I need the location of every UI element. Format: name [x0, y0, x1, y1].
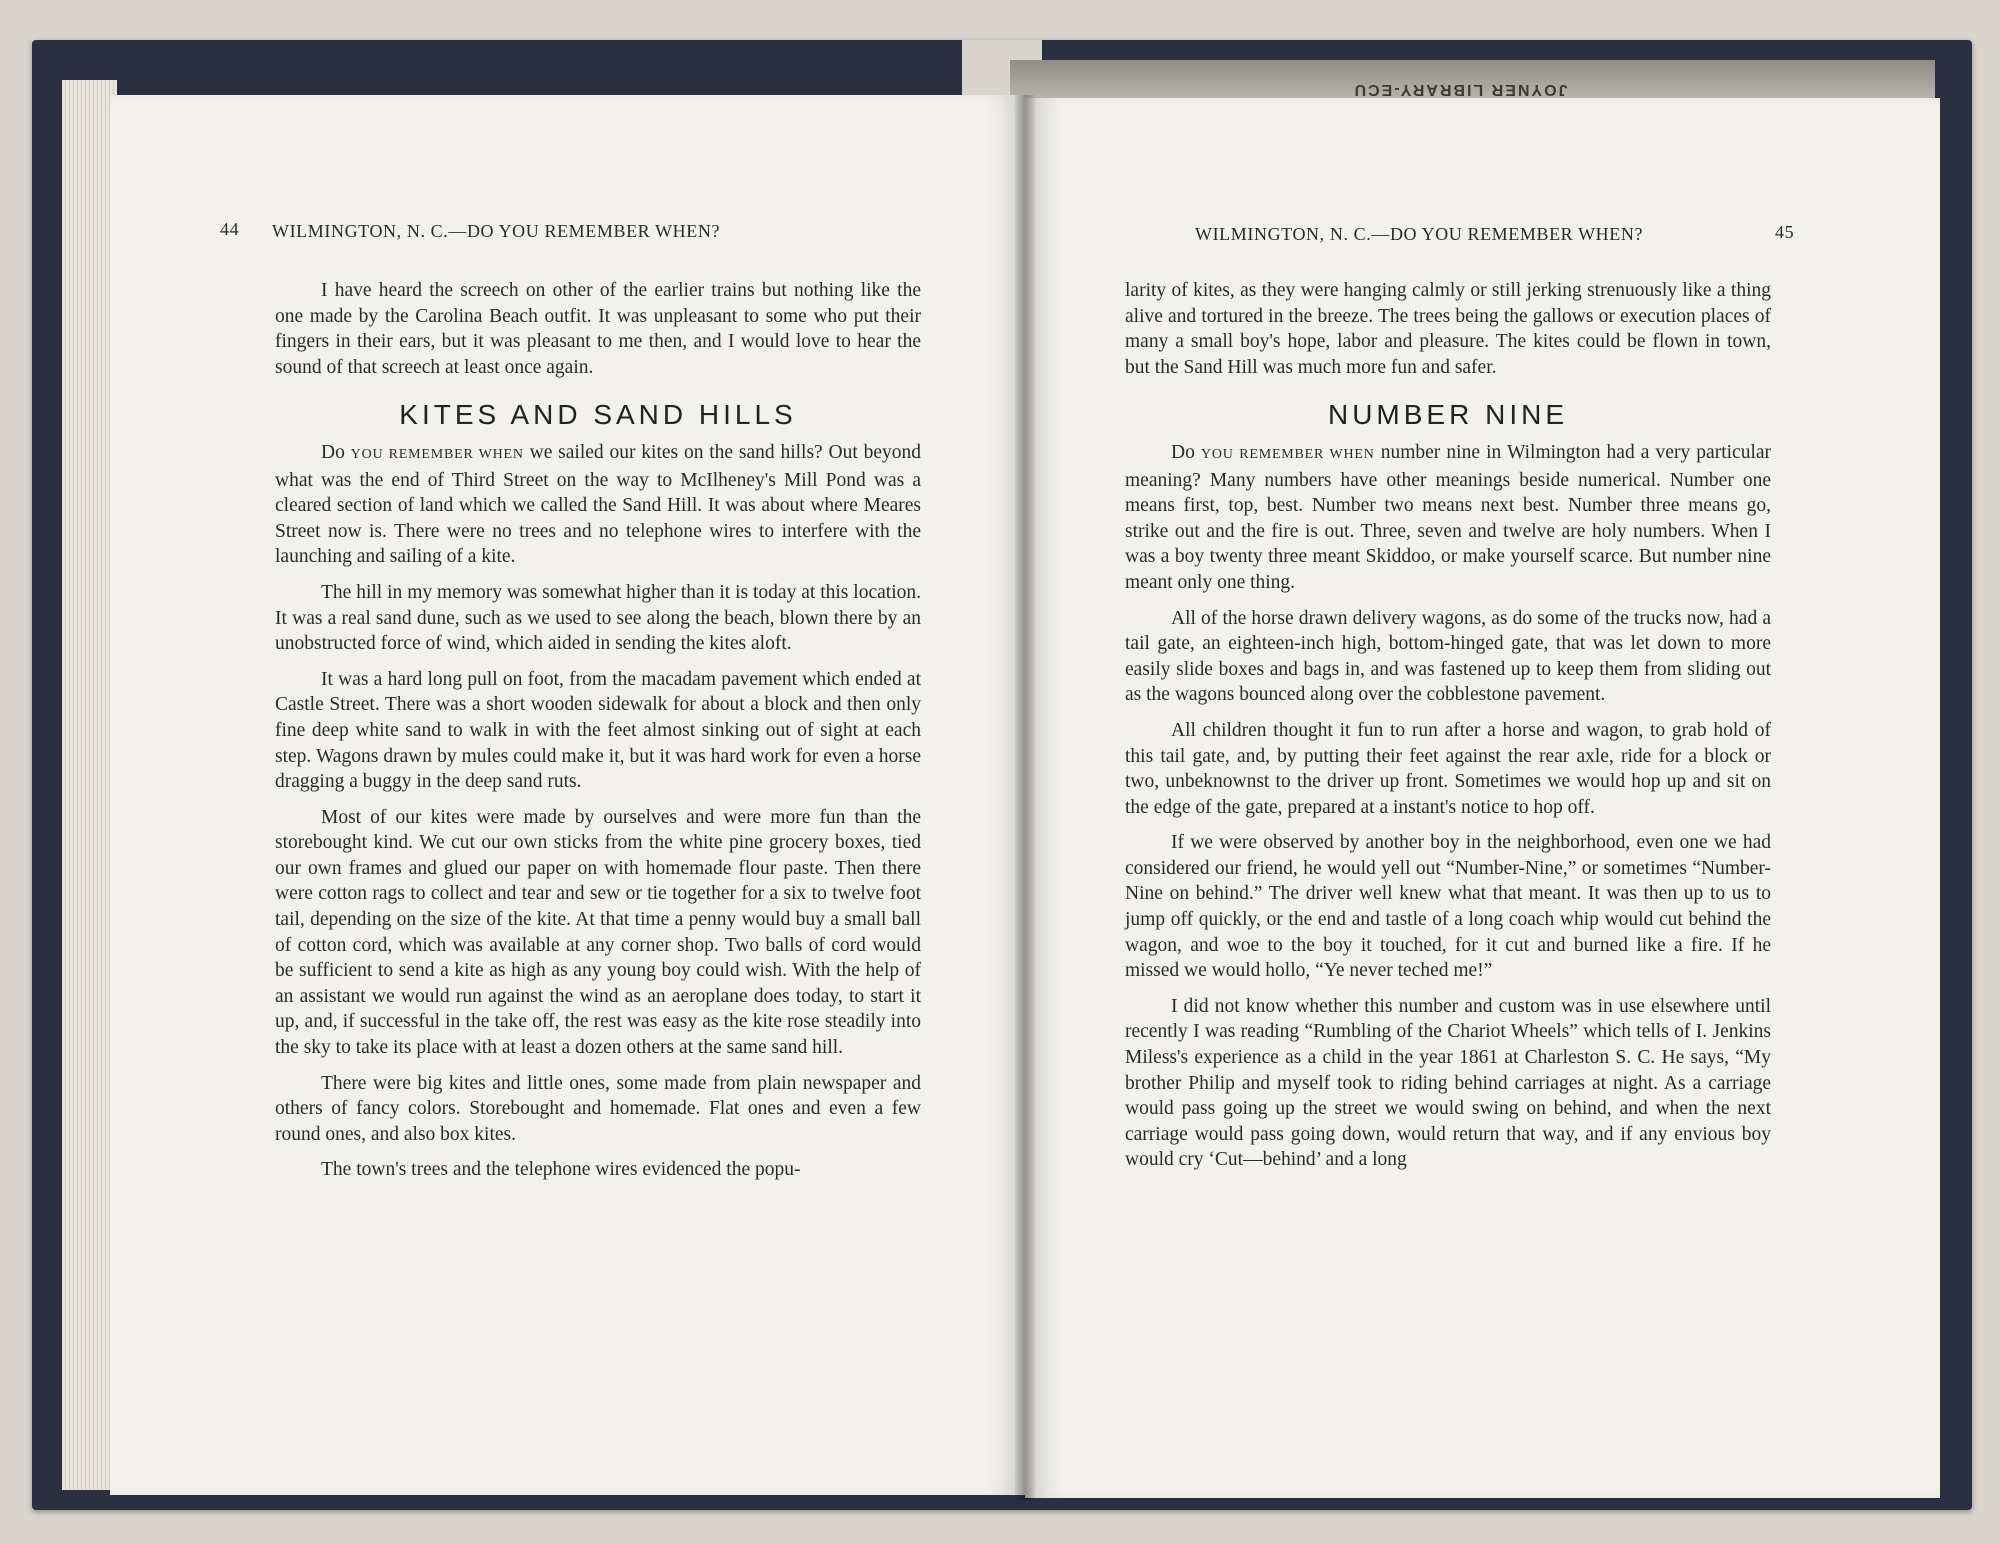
small-caps-phrase: YOU REMEMBER WHEN: [350, 446, 524, 462]
lead-word: Do: [1171, 441, 1195, 463]
paragraph: larity of kites, as they were hanging calmly or still jerking strenuously like a thing alive and tortured in the breeze. The trees being the gallows or execution places of many a small boy's hope, labor and pleasure. The kites could be flown in town, but the Sand Hill was much more fun and safer.: [1125, 280, 1771, 378]
paragraph: I did not know whether this number and custom was in use elsewhere until recently I was reading “Rumbling of the Chariot Wheels” which tells of I. Jenkins Miless's experience as a child in the year 1861 at Charleston S. C. He says, “My brother Philip and myself took to riding behind carriages at night. As a carriage would pass going up the street we would swing on behind, and when the next carriage would pass going down, would return that way, and if any envious boy would cry ‘Cut—behind’ and a long: [1125, 995, 1771, 1171]
paragraph: [275, 440, 921, 570]
left-page-text: [275, 278, 921, 1193]
small-caps-phrase: YOU REMEMBER WHEN: [1200, 446, 1375, 462]
running-head-text: WILMINGTON, N. C.—DO YOU REMEMBER WHEN?: [1195, 224, 1644, 244]
paragraph: The hill in my memory was somewhat higher than it is today at this location. It was a real sand dune, such as we used to see along the beach, blown there by an unobstructed force of wind, which aided in sending the kites aloft.: [275, 581, 921, 655]
left-page: [110, 95, 1025, 1495]
paragraph: It was a hard long pull on foot, from the macadam pavement which ended at Castle Street. There was a short wooden sidewalk for about a block and then only fine deep white sand to walk in with the feet almost sinking out of sight at each step. Wagons drawn by mules could make it, but it was hard work for even a horse dragging a buggy in the deep sand ruts.: [275, 668, 921, 793]
right-page: [1025, 98, 1940, 1498]
lead-word: Do: [321, 441, 345, 463]
right-page-text: [1125, 278, 1771, 1183]
paragraph: [1125, 440, 1771, 596]
paragraph: All children thought it fun to run after a horse and wagon, to grab hold of this tail gate, and, by putting their feet against the rear axle, ride for a block or two, unbeknownst to the driver up front. Sometimes we would hop up and sit on the edge of the gate, prepared at a instant's notice to hop off.: [1125, 719, 1771, 818]
running-head-text: WILMINGTON, N. C.—DO YOU REMEMBER WHEN?: [272, 221, 721, 241]
library-stamp: JOYNER LIBRARY-ECU: [1352, 81, 1568, 98]
paragraph: If we were observed by another boy in the neighborhood, even one we had considered our friend, he would yell out “Number-Nine,” or sometimes “Number-Nine on behind.” The driver well knew what that meant. It was then up to us to jump off quickly, or the end and tastle of a long coach whip would cut behind the wagon, and woe to the boy it touched, for it cut and burned like a fire. If he missed we would hollo, “Ye never teched me!”: [1125, 832, 1771, 982]
page-number-left: 44: [220, 219, 240, 239]
running-head-right: [1195, 224, 1795, 245]
paragraph: All of the horse drawn delivery wagons, as do some of the trucks now, had a tail gate, an eighteen-inch high, bottom-hinged gate, that was let down to more easily slide boxes and bags in, and was fastened up to keep them from sliding out as the wagons bounced along over the cobblestone pavement.: [1125, 607, 1771, 706]
paragraph-rest: number nine in Wilmington had a very particular meaning? Many numbers have other meanings beside numerical. Number one means first, top, best. Number two means next best. Number three means go, strike out and the fire is out. Three, seven and twelve are holy numbers. When I was a boy twenty three meant Skiddoo, or make yourself scarce. But number nine meant only one thing.: [1125, 441, 1772, 593]
paragraph: The town's trees and the telephone wires evidenced the popu-: [321, 1159, 801, 1181]
section-title-kites: KITES AND SAND HILLS: [399, 399, 797, 431]
paragraph: There were big kites and little ones, some made from plain newspaper and others of fancy colors. Storebought and homemade. Flat ones and even a few round ones, and also box kites.: [275, 1072, 921, 1145]
paragraph: Most of our kites were made by ourselves and were more fun than the storebought kind. We cut our own sticks from the white pine grocery boxes, tied our own frames and glued our paper on with homemade flour paste. Then there were cotton rags to collect and tear and sew or tie together for a six to twelve foot tail, depending on the size of the kite. At that time a penny would buy a small ball of cotton cord, which was available at any corner shop. Two balls of cord would be sufficient to send a kite as high as any young boy could wish. With the help of an assistant we would run against the wind as an aeroplane does today, to start it up, and, if successful in the take off, the rest was easy as the kite rose steadily into the sky to take its place with at least a dozen others at the same sand hill.: [275, 806, 921, 1059]
page-edges: [62, 80, 117, 1490]
page-number-right: 45: [1775, 222, 1795, 242]
paragraph: I have heard the screech on other of the earlier trains but nothing like the one made by the Carolina Beach outfit. It was unpleasant to some who put their fingers in their ears, but it was pleasant to me then, and I would love to hear the sound of that screech at least once again.: [275, 280, 921, 378]
book-gutter: [1015, 95, 1035, 1500]
running-head-left: [220, 219, 852, 242]
section-title-number-nine: NUMBER NINE: [1327, 399, 1568, 431]
paragraph-rest: we sailed our kites on the sand hills? Out beyond what was the end of Third Street on the way to McIlheney's Mill Pond was a cleared section of land which we called the Sand Hill. It was about where Meares Street now is. There were no trees and no telephone wires to interfere with the launching and sailing of a kite.: [275, 441, 922, 568]
